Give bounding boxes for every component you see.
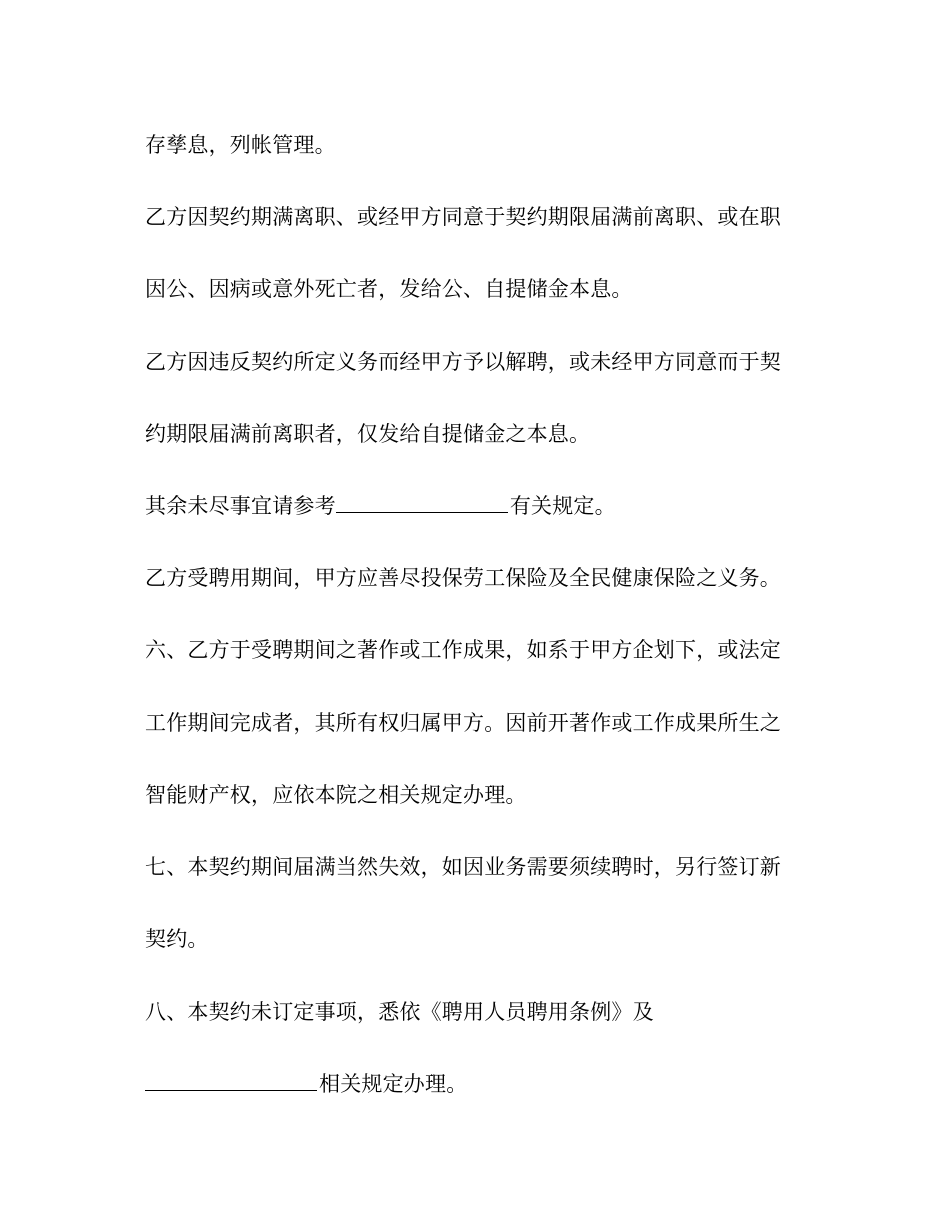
text-line: 六、乙方于受聘期间之著作或工作成果，如系于甲方企划下，或法定 — [145, 638, 781, 662]
text-segment: 其余未尽事宜请参考 — [145, 494, 336, 518]
text-line: 乙方受聘用期间，甲方应善尽投保劳工保险及全民健康保险之义务。 — [145, 566, 781, 590]
text-line: 八、本契约未订定事项，悉依《聘用人员聘用条例》及 — [145, 1000, 654, 1024]
fill-in-blank — [336, 494, 508, 513]
fill-in-blank — [145, 1072, 317, 1091]
text-line: 乙方因违反契约所定义务而经甲方予以解聘，或未经甲方同意而于契 — [145, 350, 781, 374]
text-line-with-blank — [145, 494, 616, 518]
text-segment: 相关规定办理。 — [319, 1072, 468, 1096]
text-line: 乙方因契约期满离职、或经甲方同意于契约期限届满前离职、或在职 — [145, 205, 781, 229]
text-line: 存孳息，列帐管理。 — [145, 133, 336, 157]
text-line: 因公、因病或意外死亡者，发给公、自提储金本息。 — [145, 277, 633, 301]
text-line: 契约。 — [145, 927, 209, 951]
text-line: 智能财产权，应依本院之相关规定办理。 — [145, 783, 527, 807]
text-line: 七、本契约期间届满当然失效，如因业务需要须续聘时，另行签订新 — [145, 855, 781, 879]
text-line-with-blank — [145, 1072, 467, 1096]
text-line: 工作期间完成者，其所有权归属甲方。因前开著作或工作成果所生之 — [145, 711, 781, 735]
text-segment: 有关规定。 — [509, 494, 616, 518]
text-line: 约期限届满前离职者，仅发给自提储金之本息。 — [145, 422, 591, 446]
